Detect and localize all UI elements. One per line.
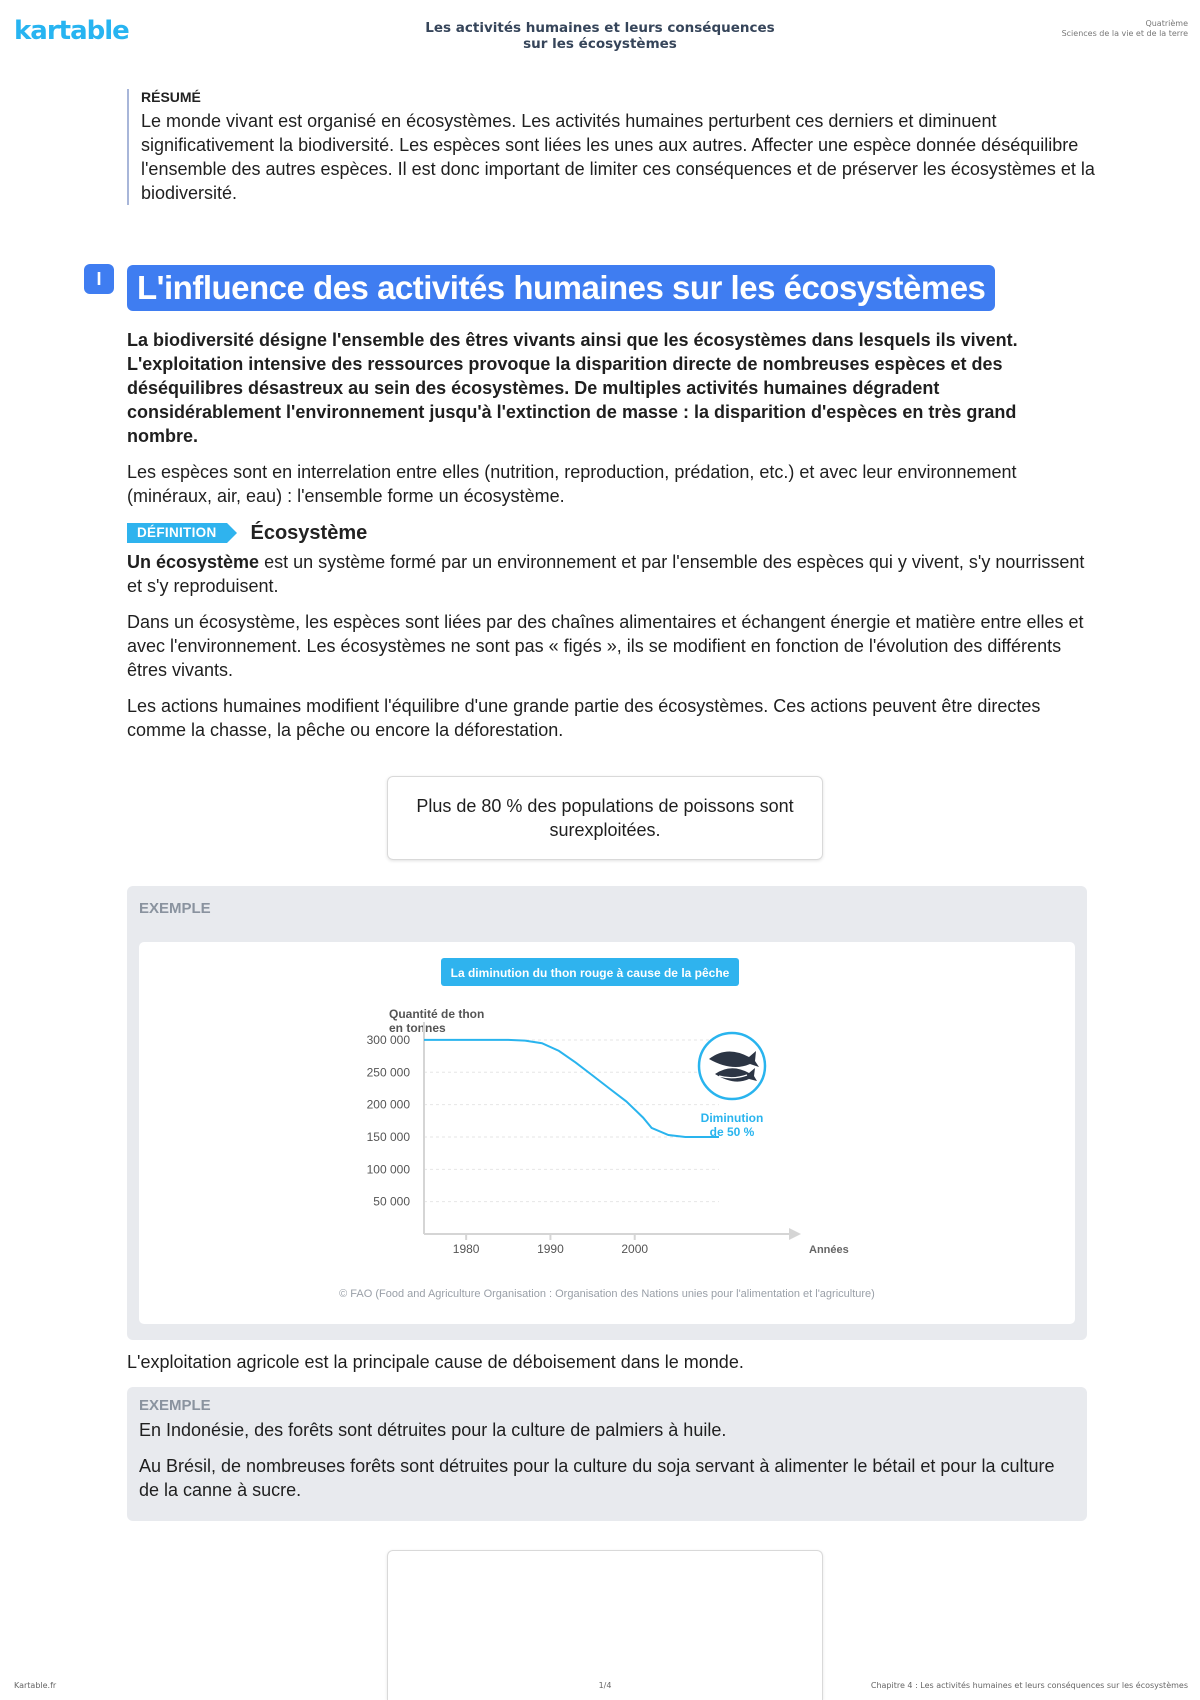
x-axis-arrow <box>789 1228 801 1240</box>
footer-site[interactable]: Kartable.fr <box>14 1681 57 1690</box>
fish-stat-text: Plus de 80 % des populations de poissons sont surexploitées. <box>416 796 794 840</box>
x-tick-label: 1980 <box>452 1242 480 1256</box>
definition-term: Écosystème <box>250 521 368 544</box>
kartable-logo[interactable]: kartable <box>14 16 129 46</box>
fish-badge <box>699 1033 765 1099</box>
example-box-chart <box>127 886 1087 1340</box>
series-line <box>424 1040 719 1137</box>
human-actions-paragraph: Les actions humaines modifient l'équilibre d'une grande partie des écosystèmes. Ces actions peuvent être directes comme la chasse, la pêche ou encore la déforestation. <box>127 696 1041 740</box>
definition-badge: DÉFINITION <box>127 523 227 543</box>
example2-line2: Au Brésil, de nombreuses forêts sont détruites pour la culture du soja servant à alimenter le bétail et pour la culture de la canne à sucre. <box>139 1456 1055 1500</box>
next-callout-box <box>387 1550 823 1700</box>
agriculture-paragraph: L'exploitation agricole est la principale cause de déboisement dans le monde. <box>127 1352 744 1372</box>
definition-body: est un système formé par un environnement et par l'ensemble des espèces qui y vivent, s'y nourrissent et s'y reproduisent. <box>127 552 1085 596</box>
document-title-line2: sur les écosystèmes <box>523 36 677 52</box>
annotation-line2: de 50 % <box>709 1125 755 1139</box>
level-label: Quatrième <box>1145 19 1188 28</box>
example-label: EXEMPLE <box>139 900 211 917</box>
document-title <box>380 20 820 52</box>
definition-bold: Un écosystème <box>127 552 260 572</box>
annotation-line1: Diminution <box>700 1111 764 1125</box>
y-tick-label: 50 000 <box>373 1194 410 1209</box>
y-tick-label: 100 000 <box>366 1162 410 1177</box>
food-chain-paragraph: Dans un écosystème, les espèces sont liées par des chaînes alimentaires et échangent énergie et matière entre elles et avec l'environnement. Les écosystèmes ne sont pas « figés », ils se modifient en fonction de l'évolution des différents êtres vivants. <box>127 612 1084 680</box>
x-tick-label: 2000 <box>621 1242 649 1256</box>
y-tick-label: 250 000 <box>366 1065 410 1080</box>
x-tick-label: 1990 <box>537 1242 564 1256</box>
footer-chapter: Chapitre 4 : Les activités humaines et leurs conséquences sur les écosystèmes <box>870 1681 1188 1690</box>
y-tick-label: 150 000 <box>366 1129 410 1144</box>
y-axis-label-line2: en tonnes <box>389 1021 446 1035</box>
chart-source: © FAO (Food and Agriculture Organisation : Organisation des Nations unies pour l'alimentation et l'agriculture) <box>339 1288 875 1300</box>
definition-text <box>127 550 1087 598</box>
definition-header <box>127 520 1087 546</box>
summary-label: RÉSUMÉ <box>141 89 201 105</box>
x-axis-label: Années <box>809 1244 849 1256</box>
section-content <box>127 328 1087 754</box>
y-tick-label: 300 000 <box>366 1032 410 1047</box>
chart-title: La diminution du thon rouge à cause de la pêche <box>450 966 730 980</box>
example2-line1: En Indonésie, des forêts sont détruites pour la culture de palmiers à huile. <box>139 1420 727 1440</box>
document-meta <box>1062 19 1188 39</box>
agriculture-paragraph-wrap <box>127 1350 1087 1374</box>
chart-card <box>139 942 1075 1324</box>
y-tick-label: 200 000 <box>366 1097 410 1112</box>
section-title: L'influence des activités humaines sur les écosystèmes <box>127 265 995 311</box>
subject-label: Sciences de la vie et de la terre <box>1061 29 1188 38</box>
fish-stat-callout <box>387 776 823 860</box>
intro-paragraph: La biodiversité désigne l'ensemble des êtres vivants ainsi que les écosystèmes dans lesquels ils vivent. L'exploitation intensive des ressources provoque la disparition directe de nombreuses espèces et des déséquilibres désastreux au sein des écosystèmes. De multiples activités humaines dégradent considérablement l'environnement jusqu'à l'extinction de masse : la disparition d'espèces en très grand nombre. <box>127 330 1018 446</box>
ecosystem-paragraph: Les espèces sont en interrelation entre elles (nutrition, reproduction, prédation, etc.) et avec leur environnement (minéraux, air, eau) : l'ensemble forme un écosystème. <box>127 462 1017 506</box>
section-number: I <box>84 264 114 294</box>
footer-page: 1/4 <box>598 1681 612 1690</box>
example-box-forests <box>127 1387 1087 1521</box>
summary-text: Le monde vivant est organisé en écosystèmes. Les activités humaines perturbent ces derniers et diminuent significativement la biodiversité. Les espèces sont liées les unes aux autres. Affecter une espèce donnée déséquilibre l'ensemble des autres espèces. Il est donc important de limiter ces conséquences et de préserver les écosystèmes et la biodiversité. <box>141 111 1095 203</box>
document-title-line1: Les activités humaines et leurs conséquences <box>425 20 775 36</box>
tuna-chart <box>139 942 1075 1324</box>
summary-block <box>127 89 1111 205</box>
y-axis-label-line1: Quantité de thon <box>389 1007 485 1021</box>
example2-label: EXEMPLE <box>139 1397 211 1414</box>
